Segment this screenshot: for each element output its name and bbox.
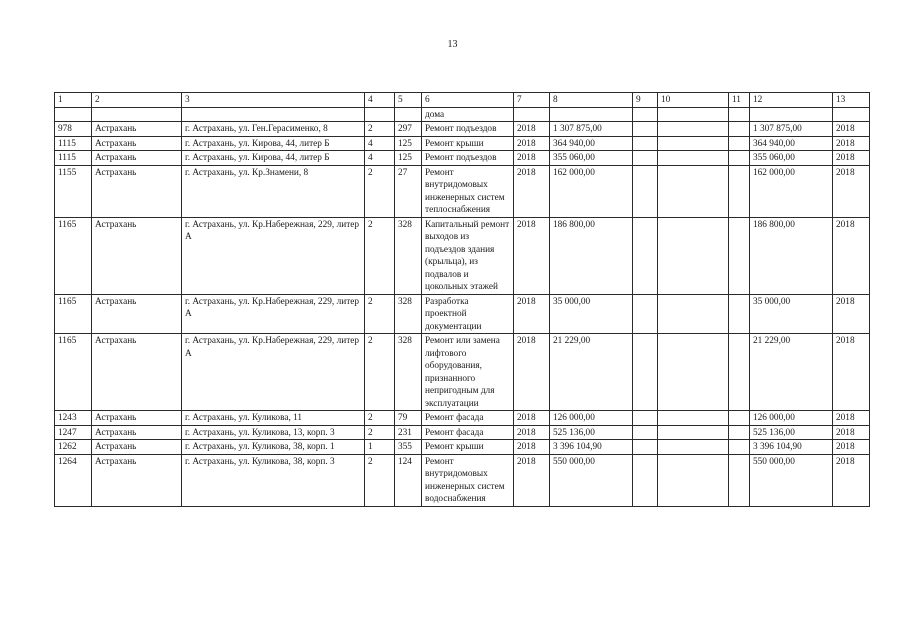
record-id-cell: 1165 bbox=[55, 334, 92, 411]
floors-cell: 2 bbox=[365, 425, 395, 440]
record-id-cell: 978 bbox=[55, 122, 92, 137]
floors-cell: 4 bbox=[365, 136, 395, 151]
total-cost-cell: 3 396 104,90 bbox=[750, 440, 833, 455]
record-id-cell: 1115 bbox=[55, 136, 92, 151]
empty-cell bbox=[729, 334, 750, 411]
column-number-cell: 13 bbox=[833, 93, 870, 108]
work-type-cell: Ремонт фасада bbox=[422, 411, 514, 426]
empty-cell bbox=[729, 107, 750, 122]
area-cell: 125 bbox=[395, 151, 422, 166]
completion-year-cell: 2018 bbox=[833, 454, 870, 506]
work-type-cell: Разработка проектной документации bbox=[422, 294, 514, 334]
year-cell: 2018 bbox=[514, 454, 550, 506]
table-row bbox=[55, 151, 870, 166]
empty-cell bbox=[658, 165, 729, 217]
municipality-cell: Астрахань bbox=[92, 151, 182, 166]
area-cell: 355 bbox=[395, 440, 422, 455]
cost-cell: 1 307 875,00 bbox=[550, 122, 633, 137]
column-number-cell: 5 bbox=[395, 93, 422, 108]
municipality-cell: Астрахань bbox=[92, 411, 182, 426]
empty-cell bbox=[365, 107, 395, 122]
completion-year-cell: 2018 bbox=[833, 334, 870, 411]
work-type-cell: Ремонт подъездов bbox=[422, 151, 514, 166]
address-cell: г. Астрахань, ул. Кр.Набережная, 229, литер А bbox=[182, 334, 365, 411]
empty-cell bbox=[55, 107, 92, 122]
record-id-cell: 1115 bbox=[55, 151, 92, 166]
column-number-cell: 6 bbox=[422, 93, 514, 108]
column-number-cell: 10 bbox=[658, 93, 729, 108]
address-cell: г. Астрахань, ул. Куликова, 11 bbox=[182, 411, 365, 426]
work-type-cell: Ремонт внутридомовых инженерных систем водоснабжения bbox=[422, 454, 514, 506]
floors-cell: 2 bbox=[365, 454, 395, 506]
empty-cell bbox=[182, 107, 365, 122]
empty-cell bbox=[633, 411, 658, 426]
table-row bbox=[55, 217, 870, 294]
total-cost-cell: 364 940,00 bbox=[750, 136, 833, 151]
address-cell: г. Астрахань, ул. Кирова, 44, литер Б bbox=[182, 136, 365, 151]
cost-cell: 35 000,00 bbox=[550, 294, 633, 334]
year-cell: 2018 bbox=[514, 425, 550, 440]
area-cell: 125 bbox=[395, 136, 422, 151]
work-type-cell: Ремонт фасада bbox=[422, 425, 514, 440]
total-cost-cell: 186 800,00 bbox=[750, 217, 833, 294]
floors-cell: 4 bbox=[365, 151, 395, 166]
municipality-cell: Астрахань bbox=[92, 294, 182, 334]
address-cell: г. Астрахань, ул. Ген.Герасименко, 8 bbox=[182, 122, 365, 137]
table-row bbox=[55, 294, 870, 334]
table-body bbox=[55, 93, 870, 507]
table-row bbox=[55, 136, 870, 151]
empty-cell bbox=[729, 122, 750, 137]
work-type-cell: Капитальный ремонт выходов из подъездов здания (крыльца), из подвалов и цокольных этажей bbox=[422, 217, 514, 294]
column-number-row bbox=[55, 93, 870, 108]
cost-cell: 162 000,00 bbox=[550, 165, 633, 217]
municipality-cell: Астрахань bbox=[92, 122, 182, 137]
column-number-cell: 11 bbox=[729, 93, 750, 108]
continuation-row bbox=[55, 107, 870, 122]
column-number-cell: 2 bbox=[92, 93, 182, 108]
table-row bbox=[55, 425, 870, 440]
year-cell: 2018 bbox=[514, 165, 550, 217]
empty-cell bbox=[729, 454, 750, 506]
record-id-cell: 1155 bbox=[55, 165, 92, 217]
total-cost-cell: 1 307 875,00 bbox=[750, 122, 833, 137]
area-cell: 124 bbox=[395, 454, 422, 506]
record-id-cell: 1262 bbox=[55, 440, 92, 455]
empty-cell bbox=[633, 107, 658, 122]
floors-cell: 2 bbox=[365, 122, 395, 137]
floors-cell: 2 bbox=[365, 165, 395, 217]
year-cell: 2018 bbox=[514, 151, 550, 166]
work-type-cell: Ремонт крыши bbox=[422, 136, 514, 151]
cost-cell: 525 136,00 bbox=[550, 425, 633, 440]
year-cell: 2018 bbox=[514, 217, 550, 294]
total-cost-cell: 35 000,00 bbox=[750, 294, 833, 334]
table-row bbox=[55, 334, 870, 411]
empty-cell bbox=[658, 334, 729, 411]
area-cell: 79 bbox=[395, 411, 422, 426]
empty-cell bbox=[633, 294, 658, 334]
completion-year-cell: 2018 bbox=[833, 122, 870, 137]
cost-cell: 355 060,00 bbox=[550, 151, 633, 166]
empty-cell bbox=[658, 107, 729, 122]
address-cell: г. Астрахань, ул. Куликова, 38, корп. 3 bbox=[182, 454, 365, 506]
area-cell: 27 bbox=[395, 165, 422, 217]
municipality-cell: Астрахань bbox=[92, 217, 182, 294]
area-cell: 297 bbox=[395, 122, 422, 137]
address-cell: г. Астрахань, ул. Кр.Набережная, 229, литер А bbox=[182, 294, 365, 334]
empty-cell bbox=[658, 217, 729, 294]
page-number: 13 bbox=[447, 39, 458, 50]
total-cost-cell: 355 060,00 bbox=[750, 151, 833, 166]
empty-cell bbox=[633, 454, 658, 506]
completion-year-cell: 2018 bbox=[833, 411, 870, 426]
empty-cell bbox=[633, 440, 658, 455]
address-cell: г. Астрахань, ул. Кр.Набережная, 229, литер А bbox=[182, 217, 365, 294]
empty-cell bbox=[658, 425, 729, 440]
completion-year-cell: 2018 bbox=[833, 165, 870, 217]
table-row bbox=[55, 165, 870, 217]
empty-cell bbox=[658, 440, 729, 455]
completion-year-cell: 2018 bbox=[833, 440, 870, 455]
empty-cell bbox=[658, 136, 729, 151]
total-cost-cell: 550 000,00 bbox=[750, 454, 833, 506]
municipality-cell: Астрахань bbox=[92, 334, 182, 411]
floors-cell: 2 bbox=[365, 294, 395, 334]
empty-cell bbox=[633, 334, 658, 411]
year-cell: 2018 bbox=[514, 411, 550, 426]
empty-cell bbox=[633, 122, 658, 137]
cost-cell: 21 229,00 bbox=[550, 334, 633, 411]
empty-cell bbox=[729, 294, 750, 334]
table-row bbox=[55, 454, 870, 506]
empty-cell bbox=[729, 165, 750, 217]
municipality-cell: Астрахань bbox=[92, 165, 182, 217]
cost-cell: 364 940,00 bbox=[550, 136, 633, 151]
empty-cell bbox=[658, 294, 729, 334]
area-cell: 231 bbox=[395, 425, 422, 440]
floors-cell: 2 bbox=[365, 217, 395, 294]
column-number-cell: 4 bbox=[365, 93, 395, 108]
record-id-cell: 1165 bbox=[55, 217, 92, 294]
table-row bbox=[55, 411, 870, 426]
completion-year-cell: 2018 bbox=[833, 217, 870, 294]
empty-cell bbox=[729, 411, 750, 426]
column-number-cell: 3 bbox=[182, 93, 365, 108]
empty-cell bbox=[729, 440, 750, 455]
work-type-cell: Ремонт или замена лифтового оборудования, признанного непригодным для эксплуатации bbox=[422, 334, 514, 411]
empty-cell bbox=[729, 425, 750, 440]
year-cell: 2018 bbox=[514, 334, 550, 411]
empty-cell bbox=[514, 107, 550, 122]
area-cell: 328 bbox=[395, 217, 422, 294]
work-type-cell: Ремонт подъездов bbox=[422, 122, 514, 137]
year-cell: 2018 bbox=[514, 294, 550, 334]
work-type-cell: Ремонт внутридомовых инженерных систем теплоснабжения bbox=[422, 165, 514, 217]
empty-cell bbox=[729, 151, 750, 166]
area-cell: 328 bbox=[395, 294, 422, 334]
record-id-cell: 1264 bbox=[55, 454, 92, 506]
empty-cell bbox=[633, 425, 658, 440]
empty-cell bbox=[729, 217, 750, 294]
empty-cell bbox=[658, 151, 729, 166]
area-cell: 328 bbox=[395, 334, 422, 411]
record-id-cell: 1165 bbox=[55, 294, 92, 334]
cost-cell: 186 800,00 bbox=[550, 217, 633, 294]
empty-cell bbox=[633, 165, 658, 217]
cost-cell: 3 396 104,90 bbox=[550, 440, 633, 455]
empty-cell bbox=[658, 122, 729, 137]
record-id-cell: 1243 bbox=[55, 411, 92, 426]
year-cell: 2018 bbox=[514, 122, 550, 137]
column-number-cell: 9 bbox=[633, 93, 658, 108]
empty-cell bbox=[92, 107, 182, 122]
work-type-cell: Ремонт крыши bbox=[422, 440, 514, 455]
floors-cell: 2 bbox=[365, 411, 395, 426]
empty-cell bbox=[633, 217, 658, 294]
municipality-cell: Астрахань bbox=[92, 425, 182, 440]
empty-cell bbox=[633, 151, 658, 166]
address-cell: г. Астрахань, ул. Кирова, 44, литер Б bbox=[182, 151, 365, 166]
column-number-cell: 8 bbox=[550, 93, 633, 108]
completion-year-cell: 2018 bbox=[833, 294, 870, 334]
total-cost-cell: 126 000,00 bbox=[750, 411, 833, 426]
empty-cell bbox=[729, 136, 750, 151]
total-cost-cell: 162 000,00 bbox=[750, 165, 833, 217]
cost-cell: 550 000,00 bbox=[550, 454, 633, 506]
empty-cell bbox=[395, 107, 422, 122]
municipality-cell: Астрахань bbox=[92, 454, 182, 506]
empty-cell bbox=[833, 107, 870, 122]
column-number-cell: 7 bbox=[514, 93, 550, 108]
empty-cell bbox=[550, 107, 633, 122]
record-id-cell: 1247 bbox=[55, 425, 92, 440]
empty-cell bbox=[658, 454, 729, 506]
municipality-cell: Астрахань bbox=[92, 136, 182, 151]
address-cell: г. Астрахань, ул. Куликова, 38, корп. 1 bbox=[182, 440, 365, 455]
address-cell: г. Астрахань, ул. Куликова, 13, корп. 3 bbox=[182, 425, 365, 440]
completion-year-cell: 2018 bbox=[833, 151, 870, 166]
table-row bbox=[55, 440, 870, 455]
address-cell: г. Астрахань, ул. Кр.Знамени, 8 bbox=[182, 165, 365, 217]
completion-year-cell: 2018 bbox=[833, 136, 870, 151]
total-cost-cell: 21 229,00 bbox=[750, 334, 833, 411]
floors-cell: 2 bbox=[365, 334, 395, 411]
completion-year-cell: 2018 bbox=[833, 425, 870, 440]
year-cell: 2018 bbox=[514, 440, 550, 455]
floors-cell: 1 bbox=[365, 440, 395, 455]
column-number-cell: 12 bbox=[750, 93, 833, 108]
continuation-text: дома bbox=[422, 107, 514, 122]
year-cell: 2018 bbox=[514, 136, 550, 151]
empty-cell bbox=[750, 107, 833, 122]
column-number-cell: 1 bbox=[55, 93, 92, 108]
total-cost-cell: 525 136,00 bbox=[750, 425, 833, 440]
repair-program-table bbox=[54, 92, 870, 507]
empty-cell bbox=[633, 136, 658, 151]
municipality-cell: Астрахань bbox=[92, 440, 182, 455]
table-row bbox=[55, 122, 870, 137]
cost-cell: 126 000,00 bbox=[550, 411, 633, 426]
empty-cell bbox=[658, 411, 729, 426]
